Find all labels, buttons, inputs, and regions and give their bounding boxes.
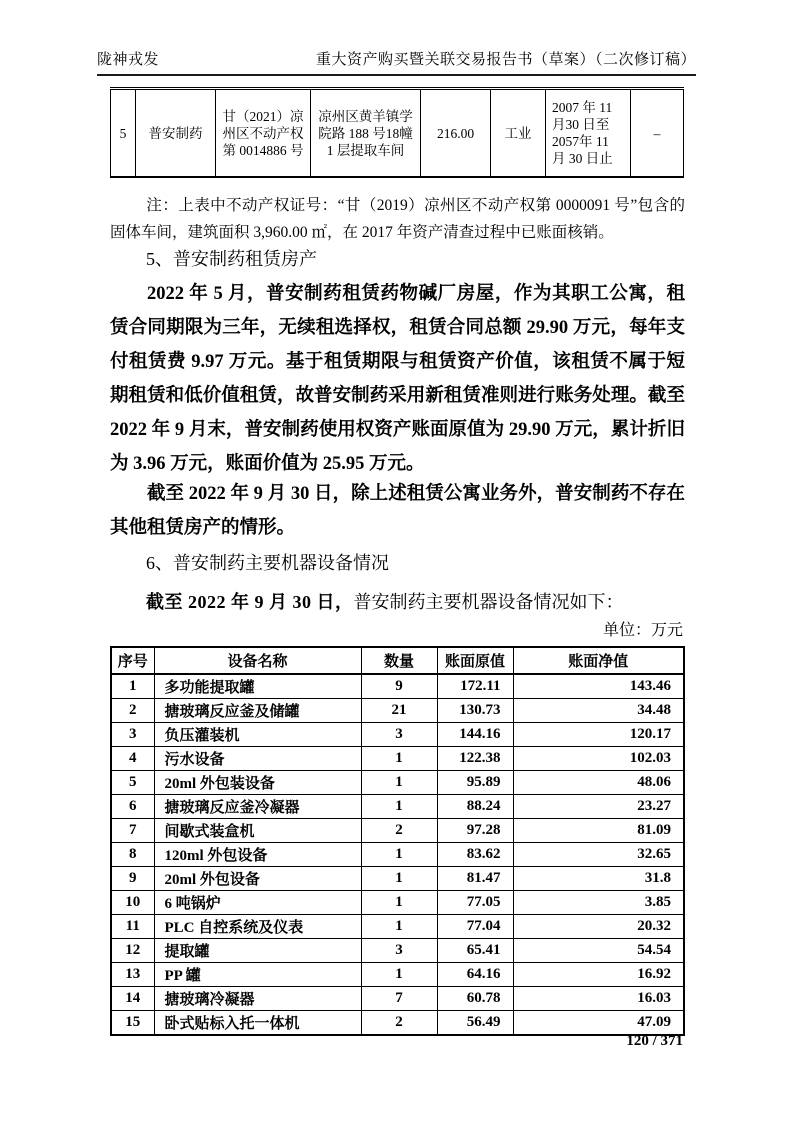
table-cell: 32.65 (513, 843, 684, 867)
table-cell: 1 (361, 963, 437, 987)
table-cell: 11 (111, 915, 154, 939)
table-cell: 1 (361, 747, 437, 771)
table-cell: 多功能提取罐 (154, 674, 361, 699)
table-cell: 122.38 (437, 747, 513, 771)
section-5-heading: 5、普安制药租赁房产 (146, 249, 317, 269)
table-cell: 12 (111, 939, 154, 963)
column-header-original-value: 账面原值 (437, 647, 513, 674)
table-cell: 16.03 (513, 987, 684, 1011)
table-cell: 120ml 外包设备 (154, 843, 361, 867)
property-remark-cell: – (631, 89, 684, 178)
table-cell: 9 (111, 867, 154, 891)
table-cell: 搪玻璃反应釜冷凝器 (154, 795, 361, 819)
table-cell: 1 (361, 891, 437, 915)
table-cell: 搪玻璃反应釜及储罐 (154, 699, 361, 723)
page-number: 120 / 371 (626, 1033, 683, 1049)
table-cell: PLC 自控系统及仪表 (154, 915, 361, 939)
table-row (111, 795, 684, 819)
table-cell: 4 (111, 747, 154, 771)
table-row (111, 891, 684, 915)
equipment-table (110, 646, 685, 1036)
table-cell: 20ml 外包设备 (154, 867, 361, 891)
table-cell: 3 (361, 939, 437, 963)
table-cell: 搪玻璃冷凝器 (154, 987, 361, 1011)
equipment-intro-paragraph (110, 588, 685, 616)
section-6-heading: 6、普安制药主要机器设备情况 (146, 553, 389, 573)
table-cell: 13 (111, 963, 154, 987)
table-cell: 97.28 (437, 819, 513, 843)
table-cell: 提取罐 (154, 939, 361, 963)
table-cell: 65.41 (437, 939, 513, 963)
table-cell: 102.03 (513, 747, 684, 771)
table-cell: 16.92 (513, 963, 684, 987)
table-cell: 5 (111, 771, 154, 795)
table-cell: 56.49 (437, 1011, 513, 1036)
table-cell: 130.73 (437, 699, 513, 723)
property-area-cell: 216.00 (421, 89, 491, 178)
table-cell: 6 吨锅炉 (154, 891, 361, 915)
table-cell: PP 罐 (154, 963, 361, 987)
table-cell: 1 (111, 674, 154, 699)
table-row (111, 674, 684, 699)
table-cell: 120.17 (513, 723, 684, 747)
lease-paragraph-1: 2022 年 5 月，普安制药租赁药物碱厂房屋，作为其职工公寓，租赁合同期限为三年，无续租选择权，租赁合同总额 29.90 万元，每年支付租赁费 9.97 万元。基于租赁期限与租赁资产价值，该租赁不属于短期租赁和低价值租赁，故普安制药采用新租赁准则进行账务处理。截至 2022 年 9 月末，普安制药使用权资产账面原值为 29.90 万元，累计折旧为 3.96 万元，账面价值为 25.95 万元。 (110, 284, 685, 474)
table-cell: 3 (111, 723, 154, 747)
lease-paragraph-2: 截至 2022 年 9 月 30 日，除上述租赁公寓业务外，普安制药不存在其他租赁房产的情形。 (110, 484, 685, 538)
page-header (97, 48, 696, 76)
table-cell: 60.78 (437, 987, 513, 1011)
table-row (111, 939, 684, 963)
table-row (111, 867, 684, 891)
table-row (111, 723, 684, 747)
column-header-quantity: 数量 (361, 647, 437, 674)
property-seq-cell: 5 (111, 89, 136, 178)
column-header-device-name: 设备名称 (154, 647, 361, 674)
table-cell: 23.27 (513, 795, 684, 819)
table-cell: 负压灌装机 (154, 723, 361, 747)
property-term-cell: 2007 年 11 月30 日至 2057年 11 月 30 日止 (546, 89, 631, 178)
table-cell: 64.16 (437, 963, 513, 987)
property-cert-cell: 甘（2021）凉州区不动产权第 0014886 号 (216, 89, 311, 178)
table-cell: 15 (111, 1011, 154, 1036)
table-row (111, 747, 684, 771)
table-cell: 77.05 (437, 891, 513, 915)
table-cell: 21 (361, 699, 437, 723)
table-cell: 34.48 (513, 699, 684, 723)
equipment-table-body (111, 674, 684, 1035)
column-header-seq: 序号 (111, 647, 154, 674)
table-cell: 172.11 (437, 674, 513, 699)
table-header-row (111, 647, 684, 674)
table-row (111, 699, 684, 723)
table-row (111, 915, 684, 939)
table-row (111, 1011, 684, 1036)
table-cell: 9 (361, 674, 437, 699)
table-cell: 10 (111, 891, 154, 915)
property-location-cell: 凉州区黄羊镇学院路 188 号18幢 1 层提取车间 (311, 89, 421, 178)
table-cell: 143.46 (513, 674, 684, 699)
table-row (111, 771, 684, 795)
table-cell: 2 (361, 1011, 437, 1036)
table-cell: 1 (361, 843, 437, 867)
table-cell: 间歇式装盒机 (154, 819, 361, 843)
table-cell: 14 (111, 987, 154, 1011)
property-table (110, 87, 684, 178)
property-usage-cell: 工业 (491, 89, 546, 178)
table-cell: 2 (361, 819, 437, 843)
table-cell: 81.09 (513, 819, 684, 843)
table-cell: 3.85 (513, 891, 684, 915)
table-cell: 卧式贴标入托一体机 (154, 1011, 361, 1036)
table-cell: 20ml 外包装设备 (154, 771, 361, 795)
table-cell: 2 (111, 699, 154, 723)
table-row (111, 963, 684, 987)
table-cell: 1 (361, 771, 437, 795)
table-cell: 144.16 (437, 723, 513, 747)
table-cell: 8 (111, 843, 154, 867)
property-owner-cell: 普安制药 (136, 89, 216, 178)
table-cell: 47.09 (513, 1011, 684, 1036)
table-cell: 95.89 (437, 771, 513, 795)
table-cell: 77.04 (437, 915, 513, 939)
table-cell: 1 (361, 795, 437, 819)
table-cell: 3 (361, 723, 437, 747)
header-left-title: 陇神戎发 (97, 52, 160, 68)
table-row (111, 819, 684, 843)
table-row (111, 843, 684, 867)
table-row (111, 987, 684, 1011)
table-cell: 54.54 (513, 939, 684, 963)
table-cell: 20.32 (513, 915, 684, 939)
unit-label: 单位：万元 (602, 622, 683, 639)
equipment-intro-bold: 截至 2022 年 9 月 30 日， (146, 592, 354, 612)
equipment-intro-rest: 普安制药主要机器设备情况如下： (353, 592, 624, 612)
table-cell: 81.47 (437, 867, 513, 891)
table-cell: 7 (111, 819, 154, 843)
table-cell: 88.24 (437, 795, 513, 819)
table-cell: 31.8 (513, 867, 684, 891)
header-right-title: 重大资产购买暨关联交易报告书（草案）（二次修订稿） (315, 52, 696, 68)
table-cell: 1 (361, 867, 437, 891)
table-cell: 83.62 (437, 843, 513, 867)
table-cell: 7 (361, 987, 437, 1011)
table-cell: 1 (361, 915, 437, 939)
table-cell: 6 (111, 795, 154, 819)
table-cell: 48.06 (513, 771, 684, 795)
column-header-net-value: 账面净值 (513, 647, 684, 674)
table-row (111, 89, 684, 178)
table-cell: 污水设备 (154, 747, 361, 771)
table-note: 注：上表中不动产权证号：“甘（2019）凉州区不动产权第 0000091 号”包含的固体车间，建筑面积 3,960.00 ㎡，在 2017 年资产清查过程中已账面核销。 (110, 196, 685, 241)
